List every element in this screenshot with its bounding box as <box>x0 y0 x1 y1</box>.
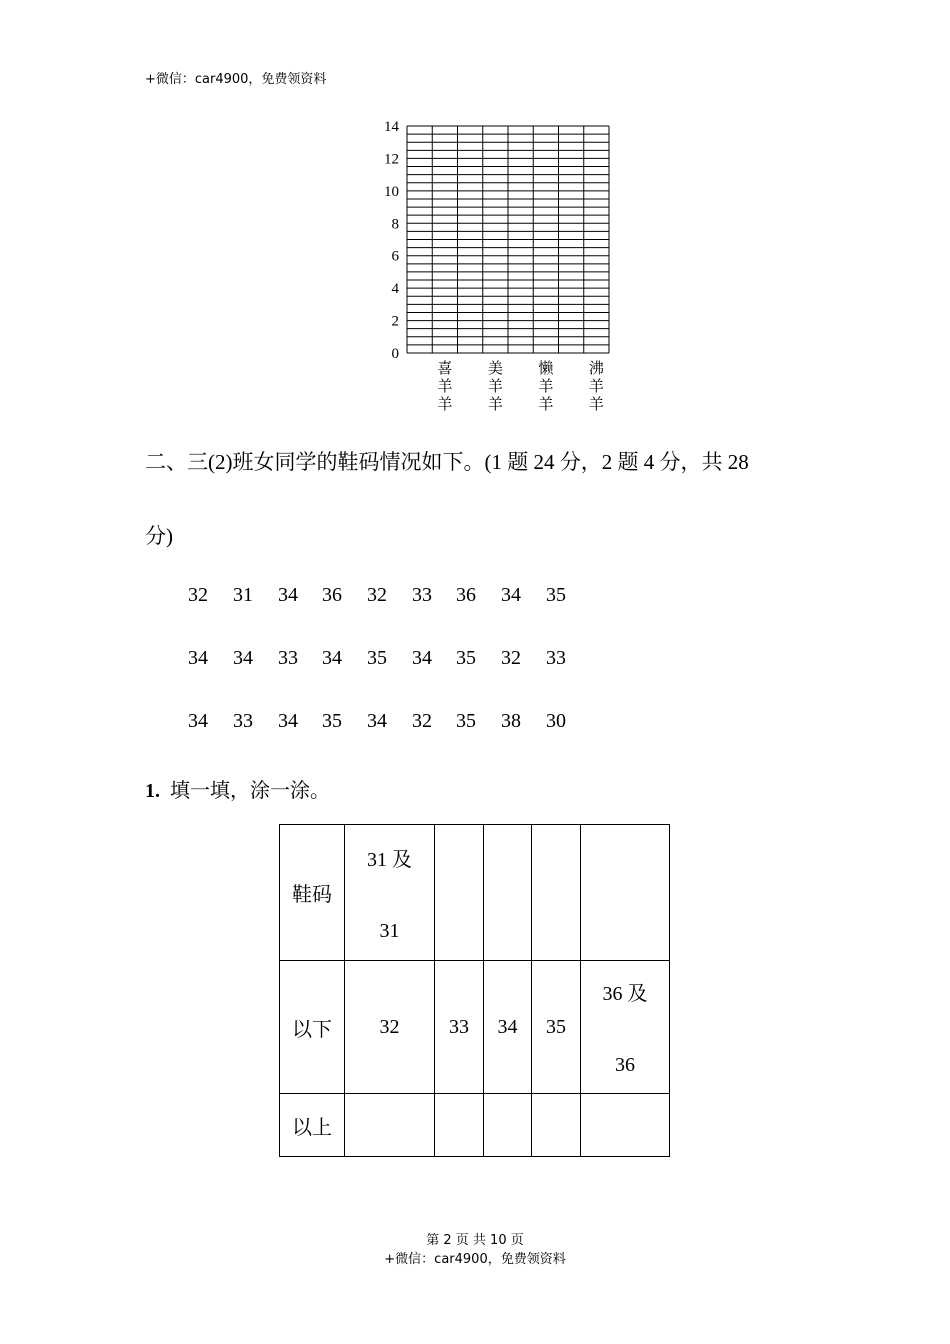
cell-text: 31 <box>379 919 400 942</box>
bar-chart <box>0 0 950 430</box>
y-tick-label: 4 <box>391 281 399 298</box>
data-value: 35 <box>456 710 476 732</box>
data-value: 38 <box>501 710 521 732</box>
data-value: 35 <box>456 647 476 669</box>
header-watermark: +微信：car4900，免费领资料 <box>145 72 327 87</box>
data-value: 34 <box>367 710 387 732</box>
data-value: 33 <box>233 710 253 732</box>
data-value: 34 <box>188 710 208 732</box>
table-cell <box>345 825 435 961</box>
row-header-shoe-size: 鞋码 <box>280 825 345 961</box>
cell-text: 31 及 <box>367 848 412 871</box>
data-value: 33 <box>546 647 566 669</box>
table-cell: 34 <box>484 961 532 1094</box>
y-tick-label: 12 <box>384 151 399 168</box>
table-cell[interactable] <box>532 825 581 961</box>
x-category-label: 美羊羊 <box>487 359 503 413</box>
task-1-heading: 1. 填一填，涂一涂。 <box>145 780 330 802</box>
table-cell[interactable] <box>345 1094 435 1157</box>
y-tick-label: 10 <box>384 183 399 200</box>
data-value: 34 <box>322 647 342 669</box>
task-label: 填一填，涂一涂。 <box>170 780 330 802</box>
data-row-2 <box>0 647 950 677</box>
table-cell[interactable] <box>581 825 670 961</box>
data-row-3 <box>0 710 950 740</box>
bar-chart-svg <box>0 0 950 430</box>
x-category-label: 喜羊羊 <box>437 359 453 413</box>
data-value: 34 <box>412 647 432 669</box>
table-cell: 33 <box>435 961 484 1094</box>
x-category-label: 懒羊羊 <box>538 359 554 413</box>
data-value: 34 <box>278 710 298 732</box>
row-header-below: 以下 <box>280 961 345 1094</box>
page-number: 第 2 页 共 10 页 <box>426 1233 524 1248</box>
y-tick-label: 14 <box>384 119 399 135</box>
data-value: 32 <box>412 710 432 732</box>
data-value: 34 <box>278 584 298 606</box>
data-value: 30 <box>546 710 566 732</box>
data-value: 32 <box>188 584 208 606</box>
cell-text: 36 及 <box>602 983 648 1005</box>
section-title-line1: 二、三(2)班女同学的鞋码情况如下。(1 题 24 分，2 题 4 分，共 28 <box>145 450 749 474</box>
data-row-1 <box>0 584 950 614</box>
table-row <box>280 961 670 1094</box>
footer-watermark: +微信：car4900，免费领资料 <box>384 1252 566 1267</box>
data-value: 36 <box>456 584 476 606</box>
table-cell[interactable] <box>484 825 532 961</box>
table-cell[interactable] <box>435 825 484 961</box>
data-value: 33 <box>412 584 432 606</box>
data-value: 33 <box>278 647 298 669</box>
table-cell: 35 <box>532 961 581 1094</box>
table-row <box>280 825 670 961</box>
y-tick-label: 2 <box>391 313 399 330</box>
cell-text: 36 <box>615 1054 635 1076</box>
table-cell[interactable] <box>581 1094 670 1157</box>
table-row <box>280 1094 670 1157</box>
data-value: 32 <box>501 647 521 669</box>
data-value: 35 <box>546 584 566 606</box>
data-value: 32 <box>367 584 387 606</box>
data-value: 36 <box>322 584 342 606</box>
shoe-size-table <box>279 824 670 1157</box>
table-cell[interactable] <box>435 1094 484 1157</box>
y-tick-label: 0 <box>391 346 399 362</box>
data-value: 34 <box>233 647 253 669</box>
table-cell[interactable] <box>484 1094 532 1157</box>
data-value: 34 <box>501 584 521 606</box>
data-value: 34 <box>188 647 208 669</box>
data-value: 35 <box>367 647 387 669</box>
table-cell: 32 <box>345 961 435 1094</box>
data-value: 31 <box>233 584 253 606</box>
row-header-above: 以上 <box>280 1094 345 1157</box>
table-cell <box>581 961 670 1094</box>
task-number: 1 <box>145 780 155 802</box>
data-value: 35 <box>322 710 342 732</box>
y-tick-label: 8 <box>391 216 399 233</box>
x-category-label: 沸羊羊 <box>588 359 604 413</box>
table-cell[interactable] <box>532 1094 581 1157</box>
y-tick-label: 6 <box>391 248 399 265</box>
section-title-line2: 分) <box>145 524 173 548</box>
